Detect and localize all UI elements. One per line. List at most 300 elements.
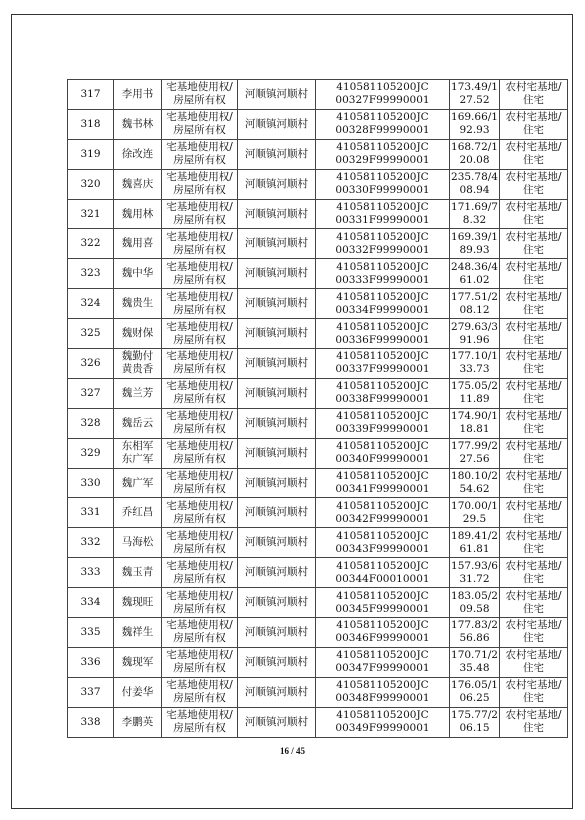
area-line: 169.39/1 [451,230,498,243]
area-line: 33.73 [459,363,490,376]
area-line: 06.25 [459,692,490,705]
right-type-line: 房屋所有权 [173,393,226,406]
right-type-cell [162,528,238,558]
right-type-line: 宅基地使用权/ [166,589,233,602]
usage-cell [500,468,568,498]
table-row [68,109,568,139]
usage-line: 农村宅基地/ [505,350,562,363]
owner-name-cell: 徐改连 [114,139,162,169]
table-row [68,707,568,737]
right-type-line: 宅基地使用权/ [166,440,233,453]
right-type-line: 宅基地使用权/ [166,619,233,632]
usage-line: 农村宅基地/ [505,440,562,453]
usage-line: 住宅 [523,512,544,525]
right-type-line: 房屋所有权 [173,572,226,585]
usage-line: 住宅 [523,303,544,316]
right-type-line: 房屋所有权 [173,692,226,705]
right-type-cell [162,139,238,169]
area-line: 170.00/1 [451,499,498,512]
usage-line: 住宅 [523,124,544,137]
row-number-cell: 317 [68,80,114,110]
usage-line: 住宅 [523,662,544,675]
right-type-line: 房屋所有权 [173,632,226,645]
row-number-cell: 322 [68,229,114,259]
table-row [68,199,568,229]
area-cell [450,468,500,498]
usage-line: 住宅 [523,214,544,226]
area-line: 176.05/1 [451,679,498,692]
table-row [68,498,568,528]
right-type-line: 宅基地使用权/ [166,350,233,363]
right-type-cell [162,618,238,648]
row-number-cell: 318 [68,109,114,139]
usage-line: 农村宅基地/ [505,709,562,722]
table-row [68,677,568,707]
unit-code-cell [316,438,450,468]
unit-code-line: 410581105200JC [336,350,429,363]
right-type-line: 房屋所有权 [173,273,226,286]
right-type-line: 房屋所有权 [173,303,226,316]
owner-name-cell: 李用书 [114,80,162,110]
area-line: 27.52 [459,94,490,107]
unit-code-line: 410581105200JC [336,649,429,662]
location-cell: 河顺镇河顺村 [238,618,316,648]
right-type-line: 宅基地使用权/ [166,260,233,273]
row-number-cell: 324 [68,289,114,319]
usage-line: 农村宅基地/ [505,260,562,273]
right-type-line: 宅基地使用权/ [166,679,233,692]
table-row [68,468,568,498]
unit-code-line: 00342F99990001 [335,512,430,525]
usage-line: 住宅 [523,692,544,705]
row-number-cell: 323 [68,259,114,289]
unit-code-cell [316,109,450,139]
unit-code-line: 00338F99990001 [335,393,430,406]
area-line: 189.41/2 [451,529,498,542]
right-type-cell [162,408,238,438]
usage-line: 农村宅基地/ [505,111,562,124]
right-type-line: 房屋所有权 [173,124,226,137]
unit-code-line: 00341F99990001 [335,483,430,496]
usage-line: 农村宅基地/ [505,619,562,632]
unit-code-line: 410581105200JC [336,440,429,453]
right-type-cell [162,707,238,737]
location-cell: 河顺镇河顺村 [238,169,316,199]
row-number-cell: 319 [68,139,114,169]
location-cell: 河顺镇河顺村 [238,80,316,110]
unit-code-cell [316,588,450,618]
owner-name-cell [114,438,162,468]
area-line: 157.93/6 [451,559,498,572]
table-row [68,169,568,199]
usage-cell [500,319,568,349]
unit-code-cell [316,319,450,349]
table-row [68,378,568,408]
usage-line: 住宅 [523,632,544,645]
owner-name-line: 东广军 [121,453,154,466]
area-line: 279.63/3 [451,320,498,333]
area-line: 177.51/2 [451,290,498,303]
owner-name-cell: 魏玉青 [114,558,162,588]
row-number-cell: 328 [68,408,114,438]
location-cell: 河顺镇河顺村 [238,677,316,707]
usage-cell [500,707,568,737]
unit-code-cell [316,707,450,737]
unit-code-line: 410581105200JC [336,529,429,542]
unit-code-cell [316,408,450,438]
row-number-cell: 338 [68,707,114,737]
owner-name-cell: 魏喜庆 [114,169,162,199]
unit-code-cell [316,169,450,199]
unit-code-line: 00339F99990001 [335,423,430,436]
area-line: 54.62 [459,483,490,496]
location-cell: 河顺镇河顺村 [238,438,316,468]
usage-cell [500,199,568,229]
unit-code-line: 410581105200JC [336,81,429,94]
unit-code-line: 00344F00010001 [335,572,430,585]
area-line: 27.56 [459,453,490,466]
area-line: 168.72/1 [451,141,498,154]
row-number-cell: 327 [68,378,114,408]
unit-code-cell [316,378,450,408]
area-cell [450,169,500,199]
right-type-line: 宅基地使用权/ [166,380,233,393]
row-number-cell: 325 [68,319,114,349]
area-cell [450,319,500,349]
right-type-line: 宅基地使用权/ [166,470,233,483]
location-cell: 河顺镇河顺村 [238,588,316,618]
right-type-cell [162,677,238,707]
usage-line: 住宅 [523,363,544,376]
area-cell [450,438,500,468]
usage-cell [500,498,568,528]
location-cell: 河顺镇河顺村 [238,229,316,259]
right-type-cell [162,259,238,289]
area-cell [450,498,500,528]
right-type-line: 房屋所有权 [173,542,226,555]
owner-name-cell: 魏用喜 [114,229,162,259]
area-line: 56.86 [459,632,490,645]
unit-code-line: 410581105200JC [336,260,429,273]
area-cell [450,378,500,408]
area-line: 177.99/2 [451,440,498,453]
right-type-line: 宅基地使用权/ [166,290,233,303]
area-line: 29.5 [462,512,487,525]
area-line: 177.10/1 [451,350,498,363]
unit-code-line: 410581105200JC [336,679,429,692]
owner-name-cell: 魏书林 [114,109,162,139]
usage-cell [500,408,568,438]
area-line: 91.96 [459,333,490,346]
usage-cell [500,259,568,289]
right-type-cell [162,378,238,408]
table-body [68,80,568,738]
unit-code-line: 410581105200JC [336,141,429,154]
unit-code-line: 00345F99990001 [335,602,430,615]
unit-code-cell [316,199,450,229]
unit-code-line: 00328F99990001 [335,124,430,137]
location-cell: 河顺镇河顺村 [238,289,316,319]
area-cell [450,229,500,259]
owner-name-cell: 魏广军 [114,468,162,498]
usage-cell [500,588,568,618]
area-line: 20.08 [459,154,490,167]
area-line: 08.12 [459,303,490,316]
unit-code-cell [316,80,450,110]
right-type-line: 房屋所有权 [173,722,226,735]
unit-code-line: 00331F99990001 [335,214,430,226]
unit-code-line: 410581105200JC [336,499,429,512]
area-line: 08.94 [459,184,490,197]
usage-cell [500,229,568,259]
usage-cell [500,139,568,169]
right-type-cell [162,438,238,468]
location-cell: 河顺镇河顺村 [238,199,316,229]
unit-code-line: 00329F99990001 [335,154,430,167]
right-type-line: 房屋所有权 [173,154,226,167]
row-number-cell: 321 [68,199,114,229]
area-line: 169.66/1 [451,111,498,124]
area-line: 183.05/2 [451,589,498,602]
usage-cell [500,528,568,558]
usage-line: 农村宅基地/ [505,649,562,662]
owner-name-cell: 魏兰芳 [114,378,162,408]
right-type-line: 房屋所有权 [173,662,226,675]
owner-name-cell: 李鹏英 [114,707,162,737]
area-line: 177.83/2 [451,619,498,632]
usage-line: 农村宅基地/ [505,320,562,333]
unit-code-cell [316,349,450,379]
unit-code-cell [316,229,450,259]
owner-name-cell: 马海松 [114,528,162,558]
unit-code-line: 00332F99990001 [335,243,430,256]
table-row [68,438,568,468]
unit-code-cell [316,289,450,319]
location-cell: 河顺镇河顺村 [238,259,316,289]
area-line: 09.58 [459,602,490,615]
usage-line: 住宅 [523,483,544,496]
usage-line: 住宅 [523,423,544,436]
area-cell [450,647,500,677]
usage-line: 农村宅基地/ [505,380,562,393]
owner-name-cell: 魏贵生 [114,289,162,319]
usage-cell [500,289,568,319]
usage-line: 住宅 [523,94,544,107]
right-type-cell [162,169,238,199]
area-line: 248.36/4 [451,260,498,273]
area-line: 35.48 [459,662,490,675]
right-type-line: 宅基地使用权/ [166,649,233,662]
table-row [68,80,568,110]
unit-code-line: 410581105200JC [336,619,429,632]
unit-code-cell [316,528,450,558]
right-type-line: 房屋所有权 [173,94,226,107]
right-type-line: 房屋所有权 [173,184,226,197]
unit-code-line: 410581105200JC [336,201,429,213]
right-type-line: 宅基地使用权/ [166,529,233,542]
area-cell [450,528,500,558]
row-number-cell: 326 [68,349,114,379]
area-line: 06.15 [459,722,490,735]
usage-line: 住宅 [523,273,544,286]
table-row [68,349,568,379]
owner-name-cell: 魏现旺 [114,588,162,618]
owner-name-cell: 魏现军 [114,647,162,677]
right-type-line: 房屋所有权 [173,423,226,436]
usage-line: 住宅 [523,722,544,735]
row-number-cell: 333 [68,558,114,588]
usage-line: 住宅 [523,154,544,167]
location-cell: 河顺镇河顺村 [238,498,316,528]
right-type-line: 宅基地使用权/ [166,230,233,243]
area-line: 175.77/2 [451,709,498,722]
unit-code-line: 410581105200JC [336,380,429,393]
table-row [68,229,568,259]
table-row [68,259,568,289]
right-type-line: 宅基地使用权/ [166,81,233,94]
usage-cell [500,169,568,199]
owner-name-cell [114,349,162,379]
right-type-cell [162,498,238,528]
usage-line: 农村宅基地/ [505,230,562,243]
table-row [68,319,568,349]
usage-line: 农村宅基地/ [505,141,562,154]
area-cell [450,349,500,379]
right-type-line: 宅基地使用权/ [166,111,233,124]
usage-cell [500,618,568,648]
unit-code-line: 410581105200JC [336,559,429,572]
location-cell: 河顺镇河顺村 [238,528,316,558]
right-type-line: 宅基地使用权/ [166,499,233,512]
unit-code-line: 00340F99990001 [335,453,430,466]
unit-code-line: 410581105200JC [336,709,429,722]
owner-name-line: 东相军 [121,440,154,453]
unit-code-line: 410581105200JC [336,290,429,303]
unit-code-cell [316,259,450,289]
unit-code-line: 410581105200JC [336,230,429,243]
right-type-line: 房屋所有权 [173,333,226,346]
right-type-cell [162,349,238,379]
area-cell [450,109,500,139]
area-cell [450,707,500,737]
area-cell [450,289,500,319]
area-line: 18.81 [459,423,490,436]
location-cell: 河顺镇河顺村 [238,408,316,438]
right-type-cell [162,647,238,677]
area-line: 61.81 [459,542,490,555]
usage-cell [500,558,568,588]
area-cell [450,408,500,438]
table-row [68,289,568,319]
area-cell [450,588,500,618]
right-type-line: 宅基地使用权/ [166,171,233,184]
usage-line: 住宅 [523,602,544,615]
right-type-cell [162,80,238,110]
area-line: 11.89 [459,393,490,406]
unit-code-cell [316,468,450,498]
usage-line: 农村宅基地/ [505,410,562,423]
owner-name-line: 黄贵香 [121,363,154,376]
unit-code-line: 410581105200JC [336,111,429,124]
area-cell [450,139,500,169]
area-line: 175.05/2 [451,380,498,393]
unit-code-line: 00330F99990001 [335,184,430,197]
location-cell: 河顺镇河顺村 [238,378,316,408]
location-cell: 河顺镇河顺村 [238,109,316,139]
area-cell [450,677,500,707]
location-cell: 河顺镇河顺村 [238,647,316,677]
area-line: 235.78/4 [451,171,498,184]
unit-code-line: 410581105200JC [336,589,429,602]
usage-line: 住宅 [523,453,544,466]
table-row [68,558,568,588]
row-number-cell: 334 [68,588,114,618]
right-type-line: 房屋所有权 [173,453,226,466]
usage-line: 住宅 [523,184,544,197]
usage-line: 住宅 [523,393,544,406]
usage-line: 住宅 [523,572,544,585]
usage-line: 农村宅基地/ [505,679,562,692]
unit-code-line: 00336F99990001 [335,333,430,346]
right-type-line: 宅基地使用权/ [166,320,233,333]
usage-line: 农村宅基地/ [505,559,562,572]
location-cell: 河顺镇河顺村 [238,468,316,498]
right-type-line: 房屋所有权 [173,512,226,525]
usage-line: 农村宅基地/ [505,290,562,303]
owner-name-line: 魏勤付 [121,350,154,363]
usage-line: 农村宅基地/ [505,171,562,184]
right-type-line: 宅基地使用权/ [166,201,233,213]
usage-line: 住宅 [523,243,544,256]
area-line: 92.93 [459,124,490,137]
page-number: 16 / 45 [279,746,305,756]
unit-code-line: 00337F99990001 [335,363,430,376]
usage-line: 农村宅基地/ [505,201,562,213]
area-line: 174.90/1 [451,410,498,423]
unit-code-line: 00333F99990001 [335,273,430,286]
right-type-line: 宅基地使用权/ [166,141,233,154]
location-cell: 河顺镇河顺村 [238,139,316,169]
unit-code-line: 410581105200JC [336,410,429,423]
usage-cell [500,647,568,677]
right-type-line: 宅基地使用权/ [166,410,233,423]
usage-cell [500,438,568,468]
row-number-cell: 335 [68,618,114,648]
usage-line: 住宅 [523,333,544,346]
right-type-cell [162,588,238,618]
row-number-cell: 329 [68,438,114,468]
area-line: 31.72 [459,572,490,585]
right-type-line: 房屋所有权 [173,483,226,496]
unit-code-line: 00347F99990001 [335,662,430,675]
area-line: 170.71/2 [451,649,498,662]
owner-name-cell: 魏用林 [114,199,162,229]
row-number-cell: 320 [68,169,114,199]
right-type-line: 房屋所有权 [173,243,226,256]
area-cell [450,618,500,648]
unit-code-cell [316,558,450,588]
unit-code-cell [316,677,450,707]
area-line: 180.10/2 [451,470,498,483]
area-line: 61.02 [459,273,490,286]
unit-code-line: 00348F99990001 [335,692,430,705]
right-type-cell [162,199,238,229]
row-number-cell: 332 [68,528,114,558]
right-type-cell [162,319,238,349]
row-number-cell: 330 [68,468,114,498]
unit-code-line: 00327F99990001 [335,94,430,107]
owner-name-cell: 魏财保 [114,319,162,349]
